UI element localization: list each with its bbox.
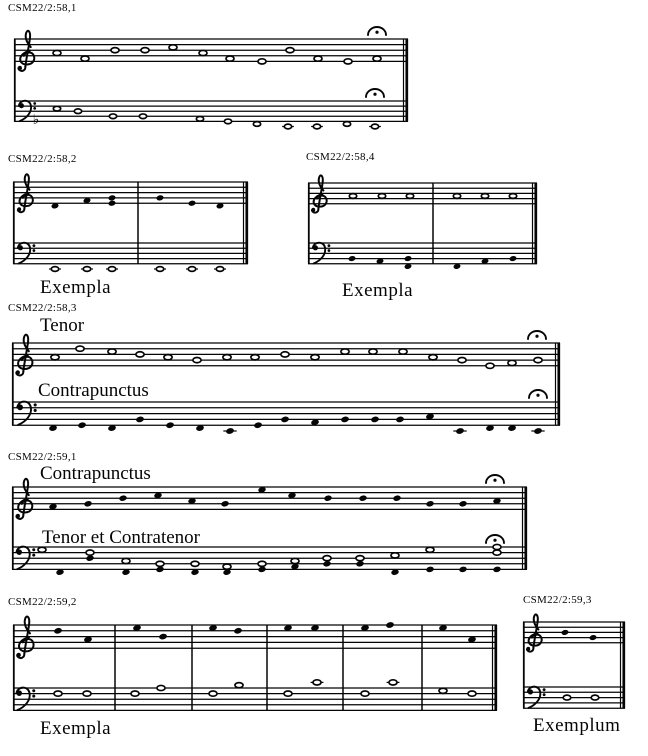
example-label-csm22-2-58-2: CSM22/2:58,2 xyxy=(8,153,77,165)
voice-label-contrapunctus: Contrapunctus xyxy=(38,380,149,401)
voice-label-tenor: Tenor xyxy=(40,315,85,336)
voice-label-contrapunctus: Contrapunctus xyxy=(40,463,151,484)
example-label-csm22-2-58-3: CSM22/2:58,3 xyxy=(8,302,77,314)
example-label-csm22-2-59-1: CSM22/2:59,1 xyxy=(8,451,77,463)
example-label-csm22-2-58-4: CSM22/2:58,4 xyxy=(306,151,375,163)
caption-exempla: Exempla xyxy=(40,277,112,298)
caption-exempla: Exempla xyxy=(40,718,112,739)
example-label-csm22-2-58-1: CSM22/2:58,1 xyxy=(8,2,77,14)
example-label-csm22-2-59-3: CSM22/2:59,3 xyxy=(523,594,592,606)
flat-sign-icon: ♭ xyxy=(32,111,40,128)
voice-label-tenor-et-contratenor: Tenor et Contratenor xyxy=(42,527,201,548)
example-label-csm22-2-59-2: CSM22/2:59,2 xyxy=(8,596,77,608)
caption-exempla: Exempla xyxy=(342,280,414,301)
caption-exemplum: Exemplum xyxy=(533,715,621,736)
